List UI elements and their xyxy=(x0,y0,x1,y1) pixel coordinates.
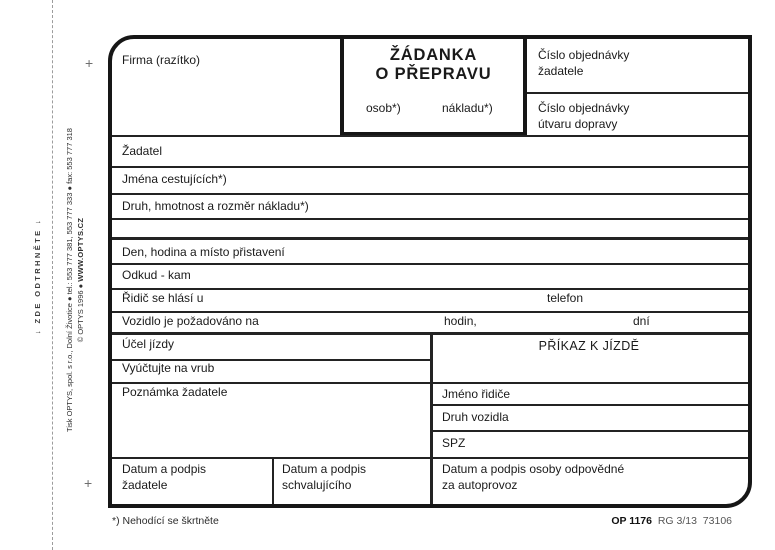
cargo-option-label: nákladu*) xyxy=(442,101,493,115)
telefon-label: telefon xyxy=(547,291,584,305)
vehicle-type-label: Druh vozidla xyxy=(442,410,509,424)
tear-here-label: ↓ ZDE ODTRHNĚTE ↓ xyxy=(33,217,42,335)
grid-line xyxy=(112,193,748,195)
applicant-note-label: Poznámka žadatele xyxy=(122,385,228,399)
pickup-datetime-label: Den, hodina a místo přistavení xyxy=(122,245,285,259)
copyright-text: © OPTYS 1996 ● xyxy=(76,281,85,343)
transport-request-form xyxy=(108,35,752,508)
days-label: dní xyxy=(633,314,650,328)
prikaz-divider xyxy=(430,332,433,504)
signature-divider xyxy=(272,457,274,504)
signature-approver-label: Datum a podpis schvalujícího xyxy=(282,462,367,492)
applicant-row-label: Žadatel xyxy=(122,144,163,158)
license-plate-label: SPZ xyxy=(442,436,466,450)
form-title-box xyxy=(340,39,527,136)
grid-line xyxy=(112,218,748,220)
driver-name-label: Jméno řidiče xyxy=(442,387,511,401)
from-to-label: Odkud - kam xyxy=(122,268,191,282)
persons-option-label: osob*) xyxy=(366,101,401,115)
order-number-applicant-label: Číslo objednávky žadatele xyxy=(538,48,630,78)
cargo-details-label: Druh, hmotnost a rozměr nákladu*) xyxy=(122,199,309,213)
signature-applicant-label: Datum a podpis žadatele xyxy=(122,462,207,492)
driver-reports-label: Řidič se hlásí u xyxy=(122,291,204,305)
grid-line xyxy=(527,92,748,94)
printer-info-line2 xyxy=(75,63,86,497)
grid-line xyxy=(112,166,748,168)
grid-line xyxy=(112,135,748,137)
form-code: OP 1176 xyxy=(611,515,652,527)
registration-mark-top: + xyxy=(85,55,94,71)
drive-order-header: PŘÍKAZ K JÍZDĚ xyxy=(538,339,640,353)
grid-line xyxy=(430,404,748,406)
grid-line xyxy=(430,430,748,432)
section-divider-line xyxy=(112,237,748,240)
trip-purpose-label: Účel jízdy xyxy=(122,337,175,351)
firma-stamp-label: Firma (razítko) xyxy=(122,53,200,67)
perforation-line xyxy=(52,0,53,550)
passenger-names-label: Jména cestujících*) xyxy=(122,172,227,186)
signature-responsible-label: Datum a podpis osoby odpovědné za autoprovoz xyxy=(442,462,625,492)
grid-line xyxy=(112,311,748,313)
footer-note: *) Nehodící se škrtněte xyxy=(112,515,219,527)
hours-label: hodin, xyxy=(444,314,477,328)
printer-info xyxy=(64,63,88,497)
print-run-code: RG 3/13 xyxy=(657,515,697,527)
printer-info-line1: Tisk OPTYS, spol. s r.o., Dolní Životice ● tel.: 553 777 381, 553 777 333 ● fax: 553 777 318 xyxy=(65,128,74,432)
serial-number: 73106 xyxy=(702,515,732,527)
order-number-transport-label: Číslo objednávky útvaru dopravy xyxy=(538,101,630,131)
grid-line xyxy=(112,263,748,265)
footer-codes xyxy=(530,515,732,527)
title-line1: ŽÁDANKA xyxy=(389,46,478,64)
website-text: WWW.OPTYS.CZ xyxy=(76,217,85,282)
vehicle-requested-label: Vozidlo je požadováno na xyxy=(122,314,259,328)
charge-to-label: Vyúčtujte na vrub xyxy=(122,361,215,375)
registration-mark-bottom: + xyxy=(84,475,93,491)
title-line2: O PŘEPRAVU xyxy=(375,65,492,84)
grid-line xyxy=(112,288,748,290)
